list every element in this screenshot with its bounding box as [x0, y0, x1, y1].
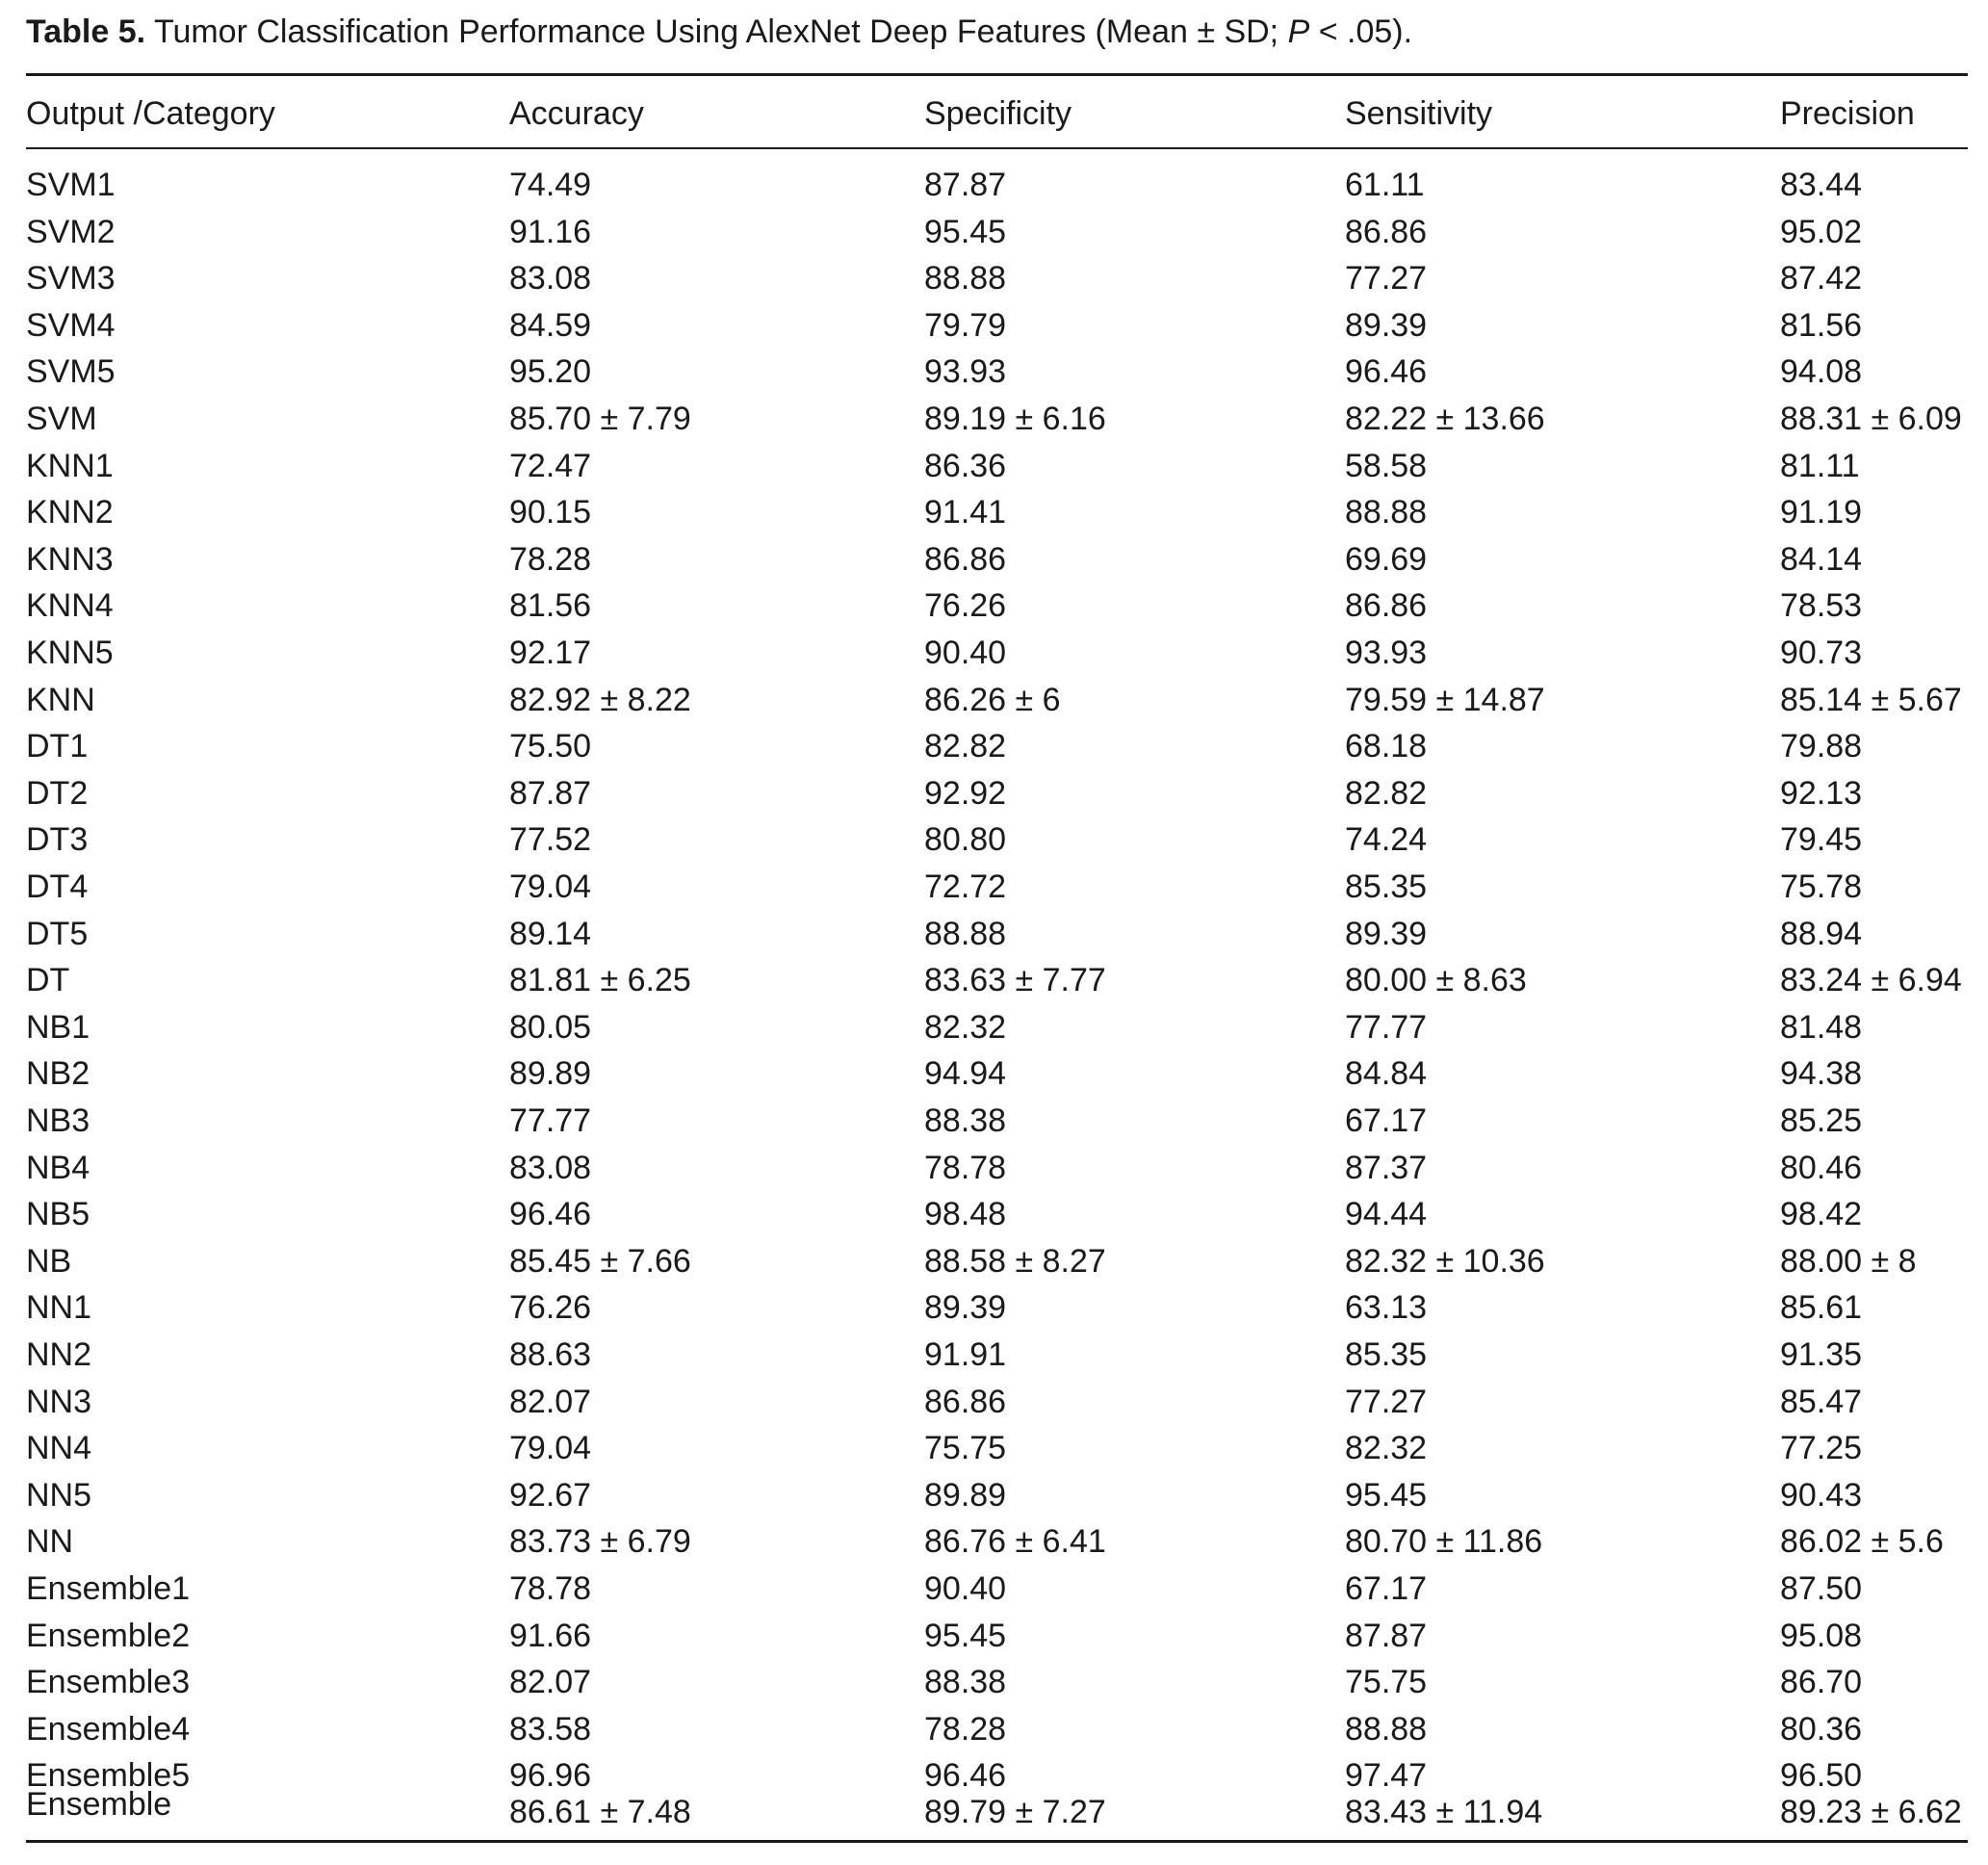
cell-specificity: 75.75: [924, 1430, 1007, 1467]
cell-specificity: 88.38: [924, 1102, 1007, 1139]
header-precision: Precision: [1780, 95, 1915, 132]
cell-accuracy: 81.81 ± 6.25: [509, 962, 691, 999]
cell-precision: 81.11: [1780, 447, 1860, 484]
cell-accuracy: 83.58: [509, 1710, 592, 1748]
cell-specificity: 79.79: [924, 306, 1007, 344]
cell-output-category: DT4: [26, 868, 89, 905]
table-row: [26, 1659, 1968, 1705]
table-row: [26, 911, 1968, 957]
cell-output-category: NN3: [26, 1383, 92, 1420]
cell-sensitivity: 82.32: [1345, 1430, 1428, 1467]
cell-sensitivity: 95.45: [1345, 1476, 1428, 1514]
cell-specificity: 92.92: [924, 774, 1007, 812]
cell-accuracy: 95.20: [509, 353, 592, 391]
cell-accuracy: 89.14: [509, 915, 592, 952]
cell-output-category: NB5: [26, 1196, 90, 1233]
cell-specificity: 96.46: [924, 1757, 1007, 1795]
cell-accuracy: 79.04: [509, 868, 592, 905]
cell-specificity: 89.39: [924, 1289, 1007, 1327]
cell-specificity: 82.82: [924, 728, 1007, 765]
cell-output-category: KNN1: [26, 447, 114, 484]
cell-specificity: 89.89: [924, 1476, 1007, 1514]
cell-precision: 94.38: [1780, 1055, 1863, 1093]
cell-precision: 92.13: [1780, 774, 1863, 812]
header-sensitivity: Sensitivity: [1345, 95, 1493, 132]
table-row: [26, 443, 1968, 489]
header-specificity: Specificity: [924, 95, 1072, 132]
cell-specificity: 90.40: [924, 635, 1007, 671]
cell-specificity: 93.93: [924, 353, 1007, 391]
table-row: [26, 1425, 1968, 1471]
cell-sensitivity: 88.88: [1345, 494, 1428, 531]
cell-sensitivity: 89.39: [1345, 915, 1428, 952]
cell-accuracy: 86.61 ± 7.48: [509, 1794, 691, 1830]
table-row: [26, 1238, 1968, 1284]
cell-sensitivity: 69.69: [1345, 540, 1428, 578]
cell-accuracy: 79.04: [509, 1430, 592, 1467]
table-row: [26, 770, 1968, 816]
table-row: [26, 1379, 1968, 1425]
cell-sensitivity: 97.47: [1345, 1757, 1428, 1795]
cell-accuracy: 78.78: [509, 1570, 592, 1607]
cell-output-category: SVM: [26, 401, 97, 437]
cell-accuracy: 77.52: [509, 821, 592, 859]
cell-accuracy: 84.59: [509, 306, 592, 344]
cell-precision: 89.23 ± 6.62: [1780, 1794, 1962, 1830]
cell-specificity: 86.36: [924, 447, 1007, 484]
cell-accuracy: 89.89: [509, 1055, 592, 1093]
cell-accuracy: 92.67: [509, 1476, 592, 1514]
table-row: [26, 1145, 1968, 1191]
cell-precision: 91.19: [1780, 494, 1863, 531]
caption-text-before: Tumor Classification Performance Using AlexNet Deep Features (Mean ± SD;: [153, 13, 1288, 50]
cell-output-category: SVM1: [26, 167, 116, 203]
cell-specificity: 86.76 ± 6.41: [924, 1523, 1106, 1561]
header-accuracy: Accuracy: [509, 95, 644, 132]
cell-specificity: 91.91: [924, 1336, 1007, 1373]
cell-precision: 91.35: [1780, 1336, 1863, 1373]
table-row: [26, 583, 1968, 629]
table-row: [26, 1050, 1968, 1097]
cell-accuracy: 96.96: [509, 1757, 592, 1795]
cell-precision: 83.24 ± 6.94: [1780, 962, 1962, 999]
table-row: [26, 864, 1968, 910]
cell-accuracy: 74.49: [509, 167, 592, 203]
cell-output-category: NN1: [26, 1289, 92, 1327]
cell-precision: 95.02: [1780, 213, 1863, 250]
cell-output-category: NB1: [26, 1008, 90, 1046]
cell-accuracy: 78.28: [509, 540, 592, 578]
cell-precision: 90.73: [1780, 635, 1863, 671]
cell-precision: 80.36: [1780, 1710, 1863, 1748]
table-row: [26, 1191, 1968, 1237]
cell-sensitivity: 82.22 ± 13.66: [1345, 401, 1545, 437]
caption-text-after: < .05).: [1309, 13, 1413, 50]
table-caption: [26, 13, 1412, 51]
cell-sensitivity: 80.70 ± 11.86: [1345, 1523, 1543, 1561]
cell-specificity: 98.48: [924, 1196, 1007, 1233]
header-row: [26, 91, 1968, 137]
cell-sensitivity: 86.86: [1345, 213, 1428, 250]
cell-accuracy: 91.66: [509, 1617, 592, 1654]
cell-accuracy: 82.07: [509, 1383, 592, 1420]
cell-output-category: NN4: [26, 1430, 92, 1467]
cell-output-category: Ensemble1: [26, 1570, 191, 1607]
cell-specificity: 88.58 ± 8.27: [924, 1242, 1106, 1280]
cell-specificity: 95.45: [924, 213, 1007, 250]
cell-specificity: 91.41: [924, 494, 1007, 531]
cell-specificity: 86.86: [924, 540, 1007, 578]
table-row: [26, 1518, 1968, 1565]
cell-precision: 94.08: [1780, 353, 1863, 391]
table-row: [26, 1284, 1968, 1331]
cell-accuracy: 83.08: [509, 1149, 592, 1186]
table-row: [26, 1706, 1968, 1752]
cell-output-category: NN5: [26, 1476, 92, 1514]
cell-sensitivity: 96.46: [1345, 353, 1428, 391]
caption-label: Table 5.: [26, 13, 146, 50]
cell-sensitivity: 88.88: [1345, 1710, 1428, 1748]
cell-sensitivity: 77.77: [1345, 1008, 1428, 1046]
cell-precision: 96.50: [1780, 1757, 1863, 1795]
cell-precision: 75.78: [1780, 868, 1863, 905]
cell-precision: 87.50: [1780, 1570, 1863, 1607]
cell-precision: 79.88: [1780, 728, 1863, 765]
cell-output-category: NB4: [26, 1149, 90, 1186]
table-row: [26, 1786, 1968, 1835]
cell-specificity: 78.28: [924, 1710, 1007, 1748]
cell-sensitivity: 82.82: [1345, 774, 1428, 812]
table-row: [26, 630, 1968, 676]
cell-specificity: 82.32: [924, 1008, 1007, 1046]
table-row: [26, 1332, 1968, 1378]
cell-precision: 85.47: [1780, 1383, 1863, 1420]
cell-sensitivity: 77.27: [1345, 260, 1428, 298]
cell-precision: 83.44: [1780, 167, 1863, 203]
header-output-category: Output /Category: [26, 95, 275, 132]
table-row: [26, 1472, 1968, 1518]
cell-output-category: NN: [26, 1523, 74, 1561]
cell-precision: 86.02 ± 5.6: [1780, 1523, 1944, 1561]
cell-specificity: 95.45: [924, 1617, 1007, 1654]
cell-specificity: 78.78: [924, 1149, 1007, 1186]
cell-output-category: Ensemble: [26, 1786, 172, 1823]
cell-sensitivity: 87.87: [1345, 1617, 1428, 1654]
cell-output-category: NN2: [26, 1336, 92, 1373]
cell-specificity: 90.40: [924, 1570, 1007, 1607]
cell-output-category: NB2: [26, 1055, 90, 1093]
cell-accuracy: 96.46: [509, 1196, 592, 1233]
cell-sensitivity: 85.35: [1345, 868, 1428, 905]
cell-specificity: 86.26 ± 6: [924, 681, 1061, 718]
cell-specificity: 88.38: [924, 1664, 1007, 1701]
cell-precision: 87.42: [1780, 260, 1863, 298]
table-row: [26, 162, 1968, 208]
cell-accuracy: 88.63: [509, 1336, 592, 1373]
table-row: [26, 1566, 1968, 1612]
cell-precision: 77.25: [1780, 1430, 1863, 1467]
table-row: [26, 1004, 1968, 1050]
cell-output-category: KNN: [26, 681, 95, 718]
cell-precision: 85.25: [1780, 1102, 1863, 1139]
cell-specificity: 94.94: [924, 1055, 1007, 1093]
cell-output-category: Ensemble3: [26, 1664, 191, 1701]
cell-output-category: KNN5: [26, 635, 114, 671]
cell-precision: 88.00 ± 8: [1780, 1242, 1917, 1280]
cell-sensitivity: 85.35: [1345, 1336, 1428, 1373]
cell-accuracy: 85.45 ± 7.66: [509, 1242, 691, 1280]
cell-accuracy: 75.50: [509, 728, 592, 765]
cell-output-category: SVM3: [26, 260, 116, 298]
cell-specificity: 83.63 ± 7.77: [924, 962, 1106, 999]
header-rule: [26, 147, 1968, 149]
cell-accuracy: 76.26: [509, 1289, 592, 1327]
cell-sensitivity: 93.93: [1345, 635, 1428, 671]
cell-sensitivity: 84.84: [1345, 1055, 1428, 1093]
cell-specificity: 87.87: [924, 167, 1007, 203]
cell-accuracy: 81.56: [509, 587, 592, 625]
cell-precision: 78.53: [1780, 587, 1863, 625]
cell-specificity: 88.88: [924, 915, 1007, 952]
cell-precision: 88.94: [1780, 915, 1863, 952]
cell-precision: 85.61: [1780, 1289, 1863, 1327]
cell-sensitivity: 77.27: [1345, 1383, 1428, 1420]
cell-precision: 79.45: [1780, 821, 1863, 859]
cell-output-category: Ensemble4: [26, 1710, 191, 1748]
top-rule: [26, 73, 1968, 76]
cell-output-category: Ensemble2: [26, 1617, 191, 1654]
table-row: [26, 255, 1968, 301]
cell-specificity: 86.86: [924, 1383, 1007, 1420]
cell-accuracy: 91.16: [509, 213, 592, 250]
cell-sensitivity: 86.86: [1345, 587, 1428, 625]
cell-specificity: 89.79 ± 7.27: [924, 1794, 1106, 1830]
bottom-rule: [26, 1840, 1968, 1843]
cell-precision: 85.14 ± 5.67: [1780, 681, 1962, 718]
cell-accuracy: 87.87: [509, 774, 592, 812]
cell-precision: 88.31 ± 6.09: [1780, 401, 1962, 437]
cell-output-category: DT: [26, 962, 70, 999]
cell-sensitivity: 67.17: [1345, 1570, 1428, 1607]
table-row: [26, 302, 1968, 349]
table-row: [26, 1098, 1968, 1144]
cell-specificity: 88.88: [924, 260, 1007, 298]
cell-output-category: DT5: [26, 915, 89, 952]
cell-sensitivity: 61.11: [1345, 167, 1425, 203]
cell-sensitivity: 94.44: [1345, 1196, 1428, 1233]
cell-sensitivity: 79.59 ± 14.87: [1345, 681, 1545, 718]
cell-sensitivity: 75.75: [1345, 1664, 1428, 1701]
cell-precision: 81.48: [1780, 1008, 1863, 1046]
cell-precision: 80.46: [1780, 1149, 1863, 1186]
cell-accuracy: 82.07: [509, 1664, 592, 1701]
table-row: [26, 489, 1968, 535]
cell-output-category: DT2: [26, 774, 89, 812]
cell-output-category: DT3: [26, 821, 89, 859]
cell-sensitivity: 58.58: [1345, 447, 1428, 484]
cell-precision: 98.42: [1780, 1196, 1863, 1233]
cell-accuracy: 77.77: [509, 1102, 592, 1139]
cell-sensitivity: 83.43 ± 11.94: [1345, 1794, 1543, 1830]
cell-output-category: KNN3: [26, 540, 114, 578]
cell-precision: 95.08: [1780, 1617, 1863, 1654]
cell-precision: 81.56: [1780, 306, 1863, 344]
cell-precision: 90.43: [1780, 1476, 1863, 1514]
cell-sensitivity: 74.24: [1345, 821, 1428, 859]
cell-output-category: SVM4: [26, 306, 116, 344]
cell-specificity: 89.19 ± 6.16: [924, 401, 1106, 437]
cell-output-category: DT1: [26, 728, 89, 765]
cell-sensitivity: 63.13: [1345, 1289, 1428, 1327]
table-row: [26, 1613, 1968, 1659]
cell-output-category: Ensemble5: [26, 1757, 191, 1795]
cell-accuracy: 82.92 ± 8.22: [509, 681, 691, 718]
table-row: [26, 723, 1968, 769]
cell-accuracy: 83.73 ± 6.79: [509, 1523, 691, 1561]
cell-accuracy: 90.15: [509, 494, 592, 531]
cell-sensitivity: 67.17: [1345, 1102, 1428, 1139]
cell-accuracy: 83.08: [509, 260, 592, 298]
table-row: [26, 209, 1968, 255]
cell-output-category: KNN4: [26, 587, 114, 625]
cell-output-category: SVM5: [26, 353, 116, 391]
cell-specificity: 72.72: [924, 868, 1007, 905]
cell-output-category: NB3: [26, 1102, 90, 1139]
table-row: [26, 957, 1968, 1003]
cell-sensitivity: 89.39: [1345, 306, 1428, 344]
caption-p-symbol: P: [1287, 13, 1310, 50]
table-row: [26, 677, 1968, 723]
cell-specificity: 80.80: [924, 821, 1007, 859]
cell-output-category: SVM2: [26, 213, 116, 250]
table-row: [26, 349, 1968, 395]
cell-sensitivity: 80.00 ± 8.63: [1345, 962, 1527, 999]
cell-sensitivity: 87.37: [1345, 1149, 1428, 1186]
cell-accuracy: 92.17: [509, 635, 592, 671]
cell-specificity: 76.26: [924, 587, 1007, 625]
cell-precision: 84.14: [1780, 540, 1863, 578]
cell-sensitivity: 82.32 ± 10.36: [1345, 1242, 1545, 1280]
table-row: [26, 536, 1968, 583]
cell-output-category: NB: [26, 1242, 72, 1280]
cell-precision: 86.70: [1780, 1664, 1863, 1701]
cell-output-category: KNN2: [26, 494, 114, 531]
cell-accuracy: 72.47: [509, 447, 592, 484]
cell-accuracy: 80.05: [509, 1008, 592, 1046]
cell-sensitivity: 68.18: [1345, 728, 1428, 765]
cell-accuracy: 85.70 ± 7.79: [509, 401, 691, 437]
table-row: [26, 816, 1968, 863]
table-row: [26, 396, 1968, 442]
